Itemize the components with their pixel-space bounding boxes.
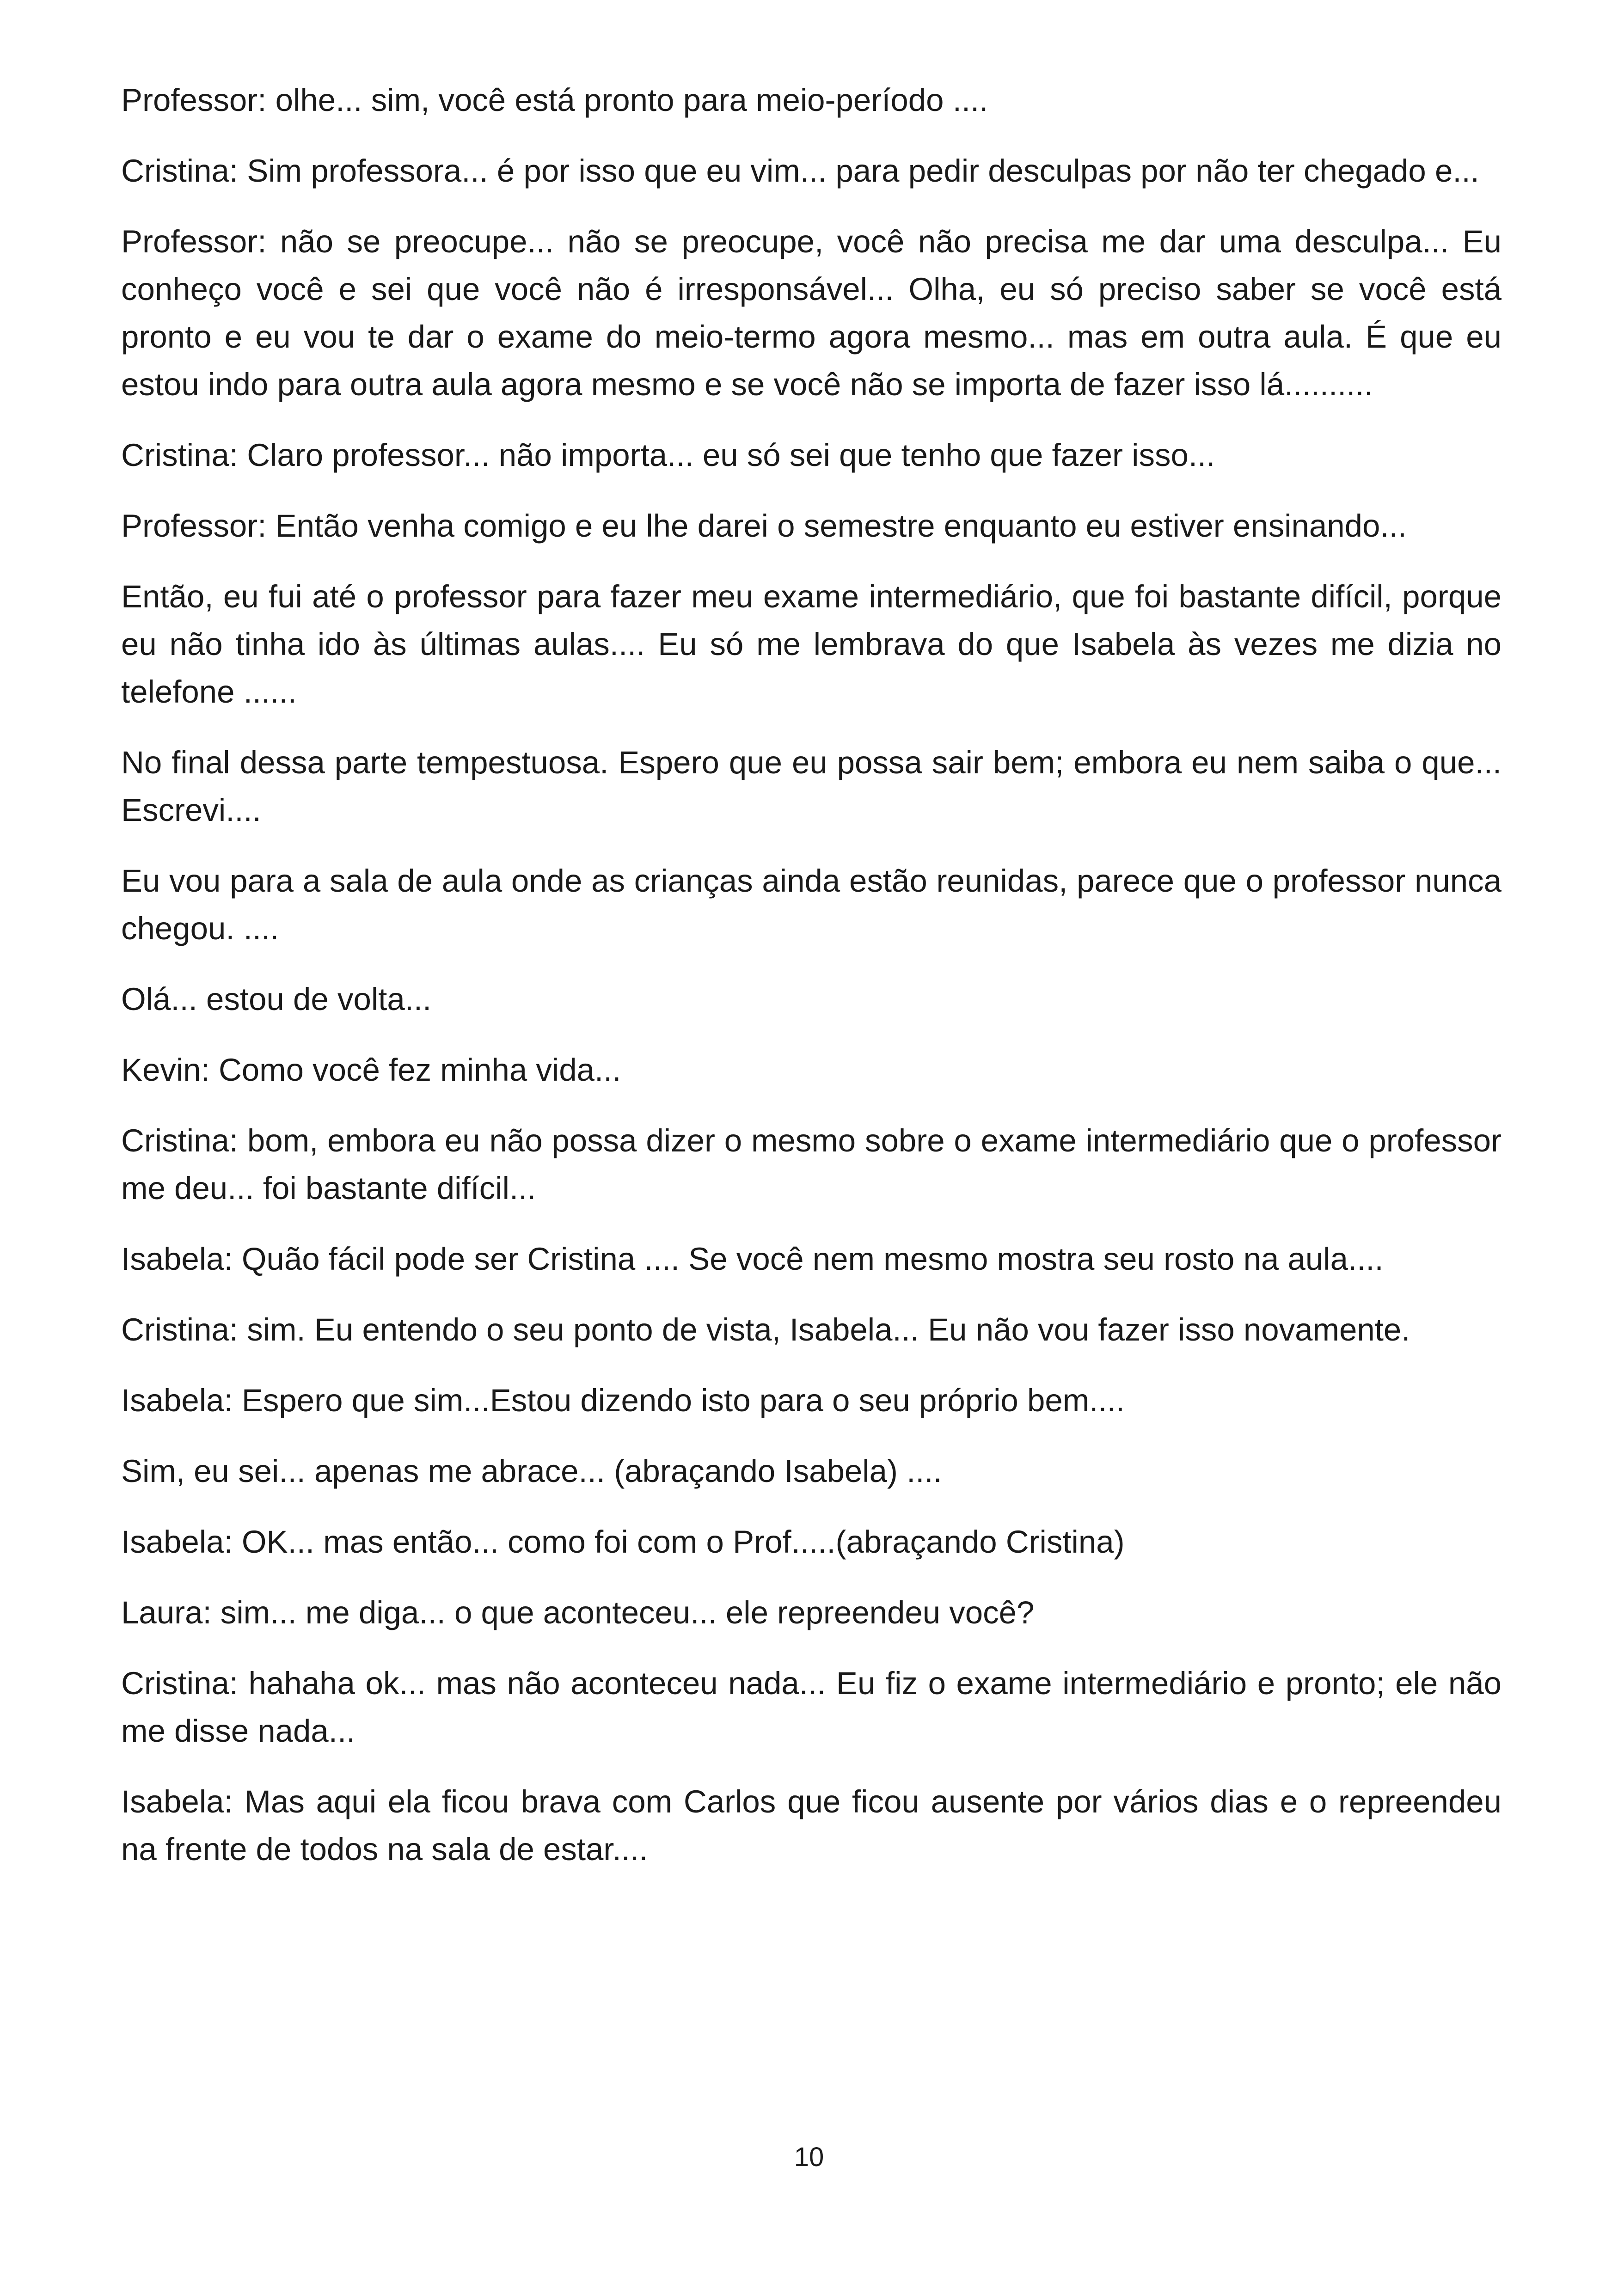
paragraph: Cristina: bom, embora eu não possa dizer o mesmo sobre o exame intermediário que o professor me deu... foi bastante difícil... [121, 1123, 1502, 1206]
page-number: 10 [794, 2142, 824, 2172]
paragraph: Cristina: sim. Eu entendo o seu ponto de vista, Isabela... Eu não vou fazer isso novamente. [121, 1312, 1410, 1347]
paragraph: Isabela: OK... mas então... como foi com o Prof.....(abraçando Cristina) [121, 1524, 1125, 1560]
paragraph: Cristina: Claro professor... não importa... eu só sei que tenho que fazer isso... [121, 437, 1215, 473]
paragraph: Professor: olhe... sim, você está pronto para meio-período .... [121, 82, 988, 118]
paragraph: Isabela: Espero que sim...Estou dizendo isto para o seu próprio bem.... [121, 1383, 1125, 1418]
paragraph: Cristina: hahaha ok... mas não aconteceu nada... Eu fiz o exame intermediário e pronto; ele não me disse nada... [121, 1665, 1502, 1749]
paragraph: Isabela: Mas aqui ela ficou brava com Carlos que ficou ausente por vários dias e o repreendeu na frente de todos na sala de estar.... [121, 1784, 1502, 1867]
paragraph: Isabela: Quão fácil pode ser Cristina .... Se você nem mesmo mostra seu rosto na aula.... [121, 1241, 1384, 1277]
paragraph: No final dessa parte tempestuosa. Espero que eu possa sair bem; embora eu nem saiba o que... Escrevi.... [121, 745, 1502, 828]
paragraph: Cristina: Sim professora... é por isso que eu vim... para pedir desculpas por não ter chegado e... [121, 153, 1479, 189]
paragraph: Laura: sim... me diga... o que aconteceu... ele repreendeu você? [121, 1595, 1035, 1630]
paragraph: Kevin: Como você fez minha vida... [121, 1052, 621, 1088]
paragraph: Professor: Então venha comigo e eu lhe darei o semestre enquanto eu estiver ensinando... [121, 508, 1407, 544]
paragraph: Então, eu fui até o professor para fazer meu exame intermediário, que foi bastante difícil, porque eu não tinha ido às últimas aulas.... Eu só me lembrava do que Isabela às vezes me dizia no telefone ...... [121, 579, 1502, 710]
paragraph: Eu vou para a sala de aula onde as crianças ainda estão reunidas, parece que o professor nunca chegou. .... [121, 863, 1502, 946]
paragraph: Olá... estou de volta... [121, 981, 432, 1017]
paragraph: Professor: não se preocupe... não se preocupe, você não precisa me dar uma desculpa... Eu conheço você e sei que você não é irresponsável... Olha, eu só preciso saber se você está pronto e eu vou te dar o exame do meio-termo agora mesmo... mas em outra aula. É que eu estou indo para outra aula agora mesmo e se você não se importa de fazer isso lá.......... [121, 224, 1502, 402]
paragraph: Sim, eu sei... apenas me abrace... (abraçando Isabela) .... [121, 1453, 942, 1489]
body-text [121, 76, 1502, 1896]
